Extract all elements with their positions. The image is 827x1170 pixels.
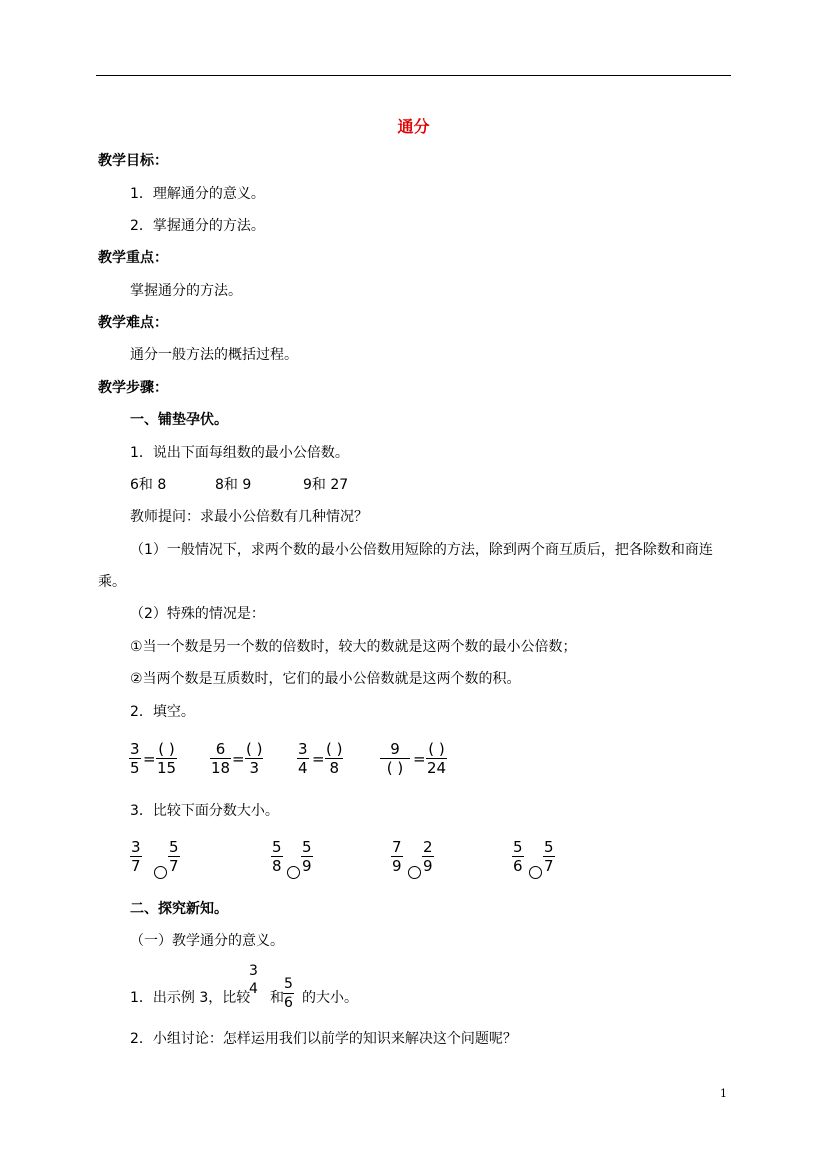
fraction: ( ) 24 [427,740,447,777]
fraction: 3 4 [249,963,258,997]
goal-heading: 教学目标： [98,153,168,169]
fraction: $\frac{3}{4}$ [298,740,308,777]
fraction: $\frac{5}{7}$ [169,838,179,875]
fraction: $\frac{3}{7}$ [131,838,141,875]
fraction: $\frac{3}{5}$ [130,740,140,777]
fraction: ( ) 8 [326,740,343,777]
compare-circle[interactable] [408,866,421,879]
pair-1: 6和 8 [130,477,167,493]
case2-b: ②当两个数是互质数时，它们的最小公倍数就是这两个数的积。 [130,671,521,687]
fraction: $\frac{5}{7}$ [544,838,554,875]
part1-heading: 一、铺垫孕伏。 [130,412,228,428]
case2-a: ①当一个数是另一个数的倍数时，较大的数就是这两个数的最小公倍数； [130,639,577,655]
equals-sign: = [143,750,156,768]
example-prefix: 1．出示例 3，比较 [130,990,251,1006]
equals-sign: = [312,750,325,768]
case2-heading: （2）特殊的情况是： [130,606,265,622]
part1-q2: 2．填空。 [130,704,195,720]
focus-heading: 教学重点： [98,250,168,266]
page-number: 1 [720,1087,727,1100]
fraction: $\frac{7}{9}$ [392,838,402,875]
fraction: ( ) 15 [157,740,177,777]
fraction: $\frac{5}{6}$ [284,976,293,1011]
example-suffix: 的大小。 [302,990,358,1006]
fraction: $\frac{5}{6}$ [513,838,523,875]
pair-3: 9和 27 [303,477,349,493]
page-title: 通分 [397,117,430,136]
fraction: $\frac{5}{8}$ [272,838,282,875]
part1-q3: 3．比较下面分数大小。 [130,803,279,819]
equals-sign: = [232,750,245,768]
equals-sign: = [413,750,426,768]
steps-heading: 教学步骤： [98,380,168,396]
difficulty-text: 通分一般方法的概括过程。 [130,347,298,363]
case1-line-a: （1）一般情况下，求两个数的最小公倍数用短除的方法，除到两个商互质后，把各除数和商连 [130,542,713,558]
focus-text: 掌握通分的方法。 [130,283,242,299]
teacher-question: 教师提问：求最小公倍数有几种情况？ [130,509,368,525]
case1-line-b: 乘。 [98,574,126,590]
compare-circle[interactable] [154,866,167,879]
fraction: 9 ( ) [380,740,410,777]
part1-q1: 1．说出下面每组数的最小公倍数。 [130,445,349,461]
fraction: $\frac{2}{9}$ [423,838,433,875]
compare-circle[interactable] [529,866,542,879]
difficulty-heading: 教学难点： [98,315,168,331]
example-and: 和 [270,990,284,1006]
part2-sub1: （一）教学通分的意义。 [130,933,284,949]
header-rule [96,75,731,76]
compare-circle[interactable] [287,866,300,879]
fraction: $\frac{5}{9}$ [302,838,312,875]
goal-2: 2．掌握通分的方法。 [130,218,265,234]
part2-heading: 二、探究新知。 [130,901,228,917]
pair-2: 8和 9 [215,477,252,493]
fraction: ( ) 3 [246,740,263,777]
goal-1: 1．理解通分的意义。 [130,186,265,202]
part2-q2: 2．小组讨论：怎样运用我们以前学的知识来解决这个问题呢？ [130,1031,517,1047]
fraction: $\frac{6}{18}$ [211,740,231,777]
